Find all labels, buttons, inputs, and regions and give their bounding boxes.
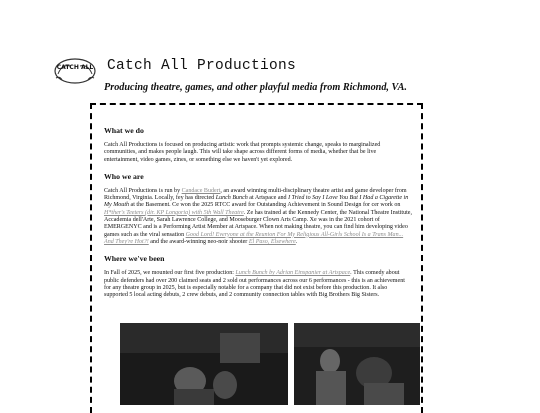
who-text-2: , an award winning multi-disciplinary theatre artist and game developer from Richmond, Virginia. Locally, fey has directed [104, 187, 407, 202]
tagline: Producing theatre, games, and other playful media from Richmond, VA. [104, 82, 407, 93]
logo-text-line1: CATCH ALL [56, 64, 94, 71]
good-lord-link[interactable]: Good Lord! Everyone at the Reunion For My Religious All-Girls School Is a Trans Man... And They're Hot?! [104, 231, 404, 245]
others-teeth-link[interactable]: H*ther's Teeters (dir. KP Longoria) with 5th Wall Theatre [104, 209, 244, 216]
section-heading-who-we-are: Who we are [104, 171, 144, 181]
who-text-6: and the award-winning neo-noir shooter [148, 238, 249, 245]
who-text-7: . [295, 238, 298, 245]
where-weve-been-text [104, 270, 412, 299]
production-photo-2 [294, 323, 420, 405]
what-we-do-text: Catch All Productions is focused on producing artistic work that prompts systemic change, speaks to marginalized communities, and makes people laugh. This will take shape across different forms of media, whether that be live entertainment, video games, zines, or something else we haven't yet explored. [104, 142, 381, 163]
lunch-bunch-title: Lunch Bunch [215, 195, 248, 202]
who-text-5: . Ze has trained at the Kennedy Center, the National Theatre Institute, Accademia dell'Arte, Sarah Lawrence College, and Mooseburger Clown Arts Camp. Xe was in the 2021 cohort of EMERGENYC and is a Performing Artist Member at Artspace. When not making theatre, you can find him developing video games such as the viral sensation [104, 209, 413, 238]
who-text-4: at the Basement. Ce won the 2025 RTCC award for Outstanding Achievement in Sound Design for cer work on [129, 202, 401, 209]
where-text-2: . This comedy about public defenders had over 200 claimed seats and 2 sold out performances across our 6 performances - this is an achievement for any theatre group in 2025, but is especially notable for a company that did not exist before this production. It also supported 5 local acting debuts, 2 crew debuts, and 2 community connection tables with Big Brothers Big Sisters. [104, 270, 405, 299]
tried-to-say-title: I Tried to Say I Love You But I Had a Cigarette in My Mouth [104, 195, 409, 209]
production-photo-1 [120, 323, 288, 405]
candace-budert-link[interactable]: Candace Budert [181, 187, 221, 194]
where-text-1: In Fall of 2025, we mounted our first five production: [104, 270, 236, 277]
el-paso-link[interactable]: El Paso, Elsewhere [248, 238, 296, 245]
section-heading-what-we-do: What we do [104, 126, 144, 135]
lunch-bunch-link[interactable]: Lunch Bunch by Adrian Einspanier at Artspace [235, 270, 351, 277]
main-content [104, 126, 412, 299]
catch-all-logo[interactable] [52, 56, 98, 86]
who-text-3: at Artspace and [247, 195, 289, 202]
photo-row [120, 323, 420, 405]
site-title: Catch All Productions [107, 58, 297, 74]
who-text-1: Catch All Productions is run by [104, 187, 182, 194]
section-heading-where-weve-been: Where we've been [104, 254, 165, 264]
who-we-are-text [104, 188, 412, 246]
